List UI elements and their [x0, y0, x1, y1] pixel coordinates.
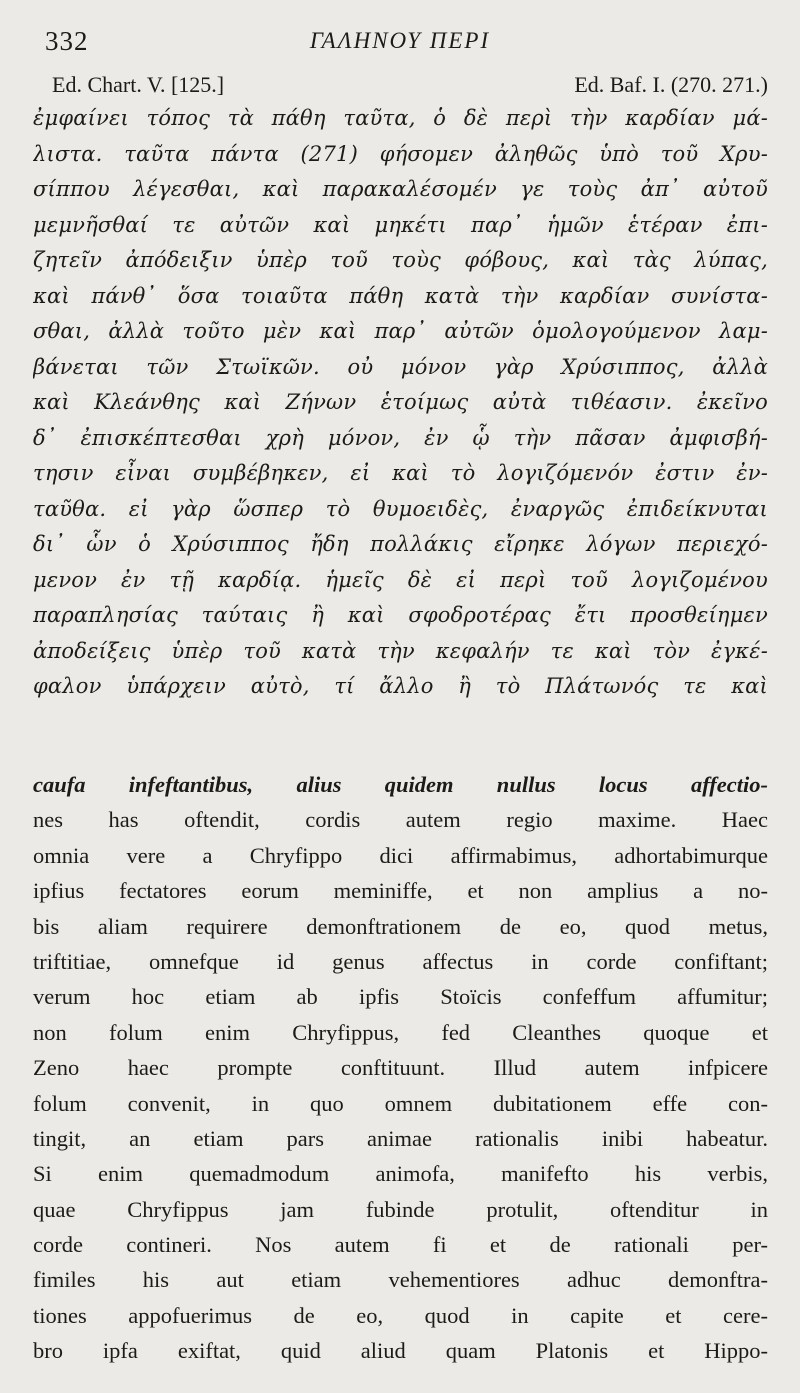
- latin-line: folum convenit, in quo omnem dubitationem effe con-: [33, 1090, 768, 1116]
- greek-line: δι᾽ ὧν ὁ Χρύσιππος ἤδη πολλάκις εἴρηκε λόγων περιεχό-: [33, 532, 768, 556]
- latin-line: verum hoc etiam ab ipfis Stoïcis confeffum affumitur;: [33, 984, 768, 1010]
- running-head: [0, 26, 800, 62]
- latin-line: Si enim quemadmodum animofa, manifefto his verbis,: [33, 1161, 768, 1187]
- greek-line: μεμνῆσθαί τε αὐτῶν καὶ μηκέτι παρ᾽ ἡμῶν ἑτέραν ἐπι-: [33, 212, 768, 237]
- greek-line: σίππου λέγεσθαι, καὶ παρακαλέσομέν γε τοὺς ἀπ᾽ αὐτοῦ: [33, 177, 768, 201]
- page-number: 332: [45, 26, 89, 56]
- greek-line: ἀποδείξεις ὑπὲρ τοῦ κατὰ τὴν κεφαλήν τε καὶ τὸν ἐγκέ-: [33, 638, 768, 663]
- greek-text-block: [33, 101, 768, 705]
- latin-line: bis aliam requirere demonftrationem de eo, quod metus,: [33, 913, 768, 939]
- latin-line: omnia vere a Chryfippo dici affirmabimus, adhortabimurque: [33, 842, 768, 868]
- latin-line: quae Chryfippus jam fubinde protulit, oftenditur in: [33, 1196, 768, 1222]
- greek-line: μενον ἐν τῇ καρδίᾳ. ἡμεῖς δὲ εἰ περὶ τοῦ λογιζομένου: [33, 567, 768, 592]
- latin-line: ipfius fectatores eorum meminiffe, et non amplius a no-: [33, 878, 768, 904]
- latin-line: tingit, an etiam pars animae rationalis inibi habeatur.: [33, 1125, 768, 1151]
- greek-line: ταῦθα. εἰ γὰρ ὥσπερ τὸ θυμοειδὲς, ἐναργῶς ἐπιδείκνυται: [33, 496, 768, 521]
- greek-line: βάνεται τῶν Στωϊκῶν. οὐ μόνον γὰρ Χρύσιππος, ἀλλὰ: [33, 354, 768, 379]
- greek-line: τησιν εἶναι συμβέβηκεν, εἰ καὶ τὸ λογιζόμενόν ἐστιν ἐν-: [33, 461, 768, 485]
- edition-references: [52, 72, 768, 102]
- latin-line: non folum enim Chryfippus, fed Cleanthes quoque et: [33, 1019, 768, 1045]
- greek-line: σθαι, ἀλλὰ τοῦτο μὲν καὶ παρ᾽ αὐτῶν ὁμολογούμενον λαμ-: [33, 319, 768, 343]
- greek-line: καὶ πάνθ᾽ ὅσα τοιαῦτα πάθη κατὰ τὴν καρδίαν συνίστα-: [33, 283, 768, 308]
- latin-line: fimiles his aut etiam vehementiores adhuc demonftra-: [33, 1267, 768, 1293]
- edition-reference-left: Ed. Chart. V. [125.]: [52, 72, 225, 97]
- latin-line: triftitiae, omnefque id genus affectus in corde confiftant;: [33, 948, 768, 974]
- edition-reference-right: Ed. Baf. I. (270. 271.): [574, 72, 768, 97]
- running-title: ΓΑΛΗΝΟΥ ΠΕΡΙ: [309, 28, 491, 53]
- greek-line: λιστα. ταῦτα πάντα (271) φήσομεν ἀληθῶς ὑπὸ τοῦ Χρυ-: [33, 141, 768, 166]
- latin-line: tiones appofuerimus de eo, quod in capite et cere-: [33, 1302, 768, 1328]
- greek-line: φαλον ὑπάρχειν αὐτὸ, τί ἄλλο ἢ τὸ Πλάτωνός τε καὶ: [33, 674, 768, 698]
- latin-line: nes has oftendit, cordis autem regio maxime. Haec: [33, 807, 768, 833]
- greek-line: ἐμφαίνει τόπος τὰ πάθη ταῦτα, ὁ δὲ περὶ τὴν καρδίαν μά-: [33, 106, 768, 130]
- latin-line: Zeno haec prompte conftituunt. Illud autem infpicere: [33, 1055, 768, 1081]
- greek-line: ζητεῖν ἀπόδειξιν ὑπὲρ τοῦ τοὺς φόβους, καὶ τὰς λύπας,: [33, 248, 768, 272]
- latin-line: bro ipfa exiftat, quid aliud quam Platonis et Hippo-: [33, 1338, 768, 1364]
- latin-line: corde contineri. Nos autem fi et de rationali per-: [33, 1232, 768, 1258]
- greek-line: δ᾽ ἐπισκέπτεσθαι χρὴ μόνον, ἐν ᾧ τὴν πᾶσαν ἀμφισβή-: [33, 425, 768, 450]
- latin-text-block: [33, 767, 768, 1369]
- greek-line: καὶ Κλεάνθης καὶ Ζήνων ἑτοίμως αὐτὰ τιθέασιν. ἐκεῖνο: [33, 390, 768, 414]
- latin-line: caufa infeftantibus, alius quidem nullus locus affectio-: [33, 772, 768, 797]
- greek-line: παραπλησίας ταύταις ἢ καὶ σφοδροτέρας ἔτι προσθείημεν: [33, 603, 768, 627]
